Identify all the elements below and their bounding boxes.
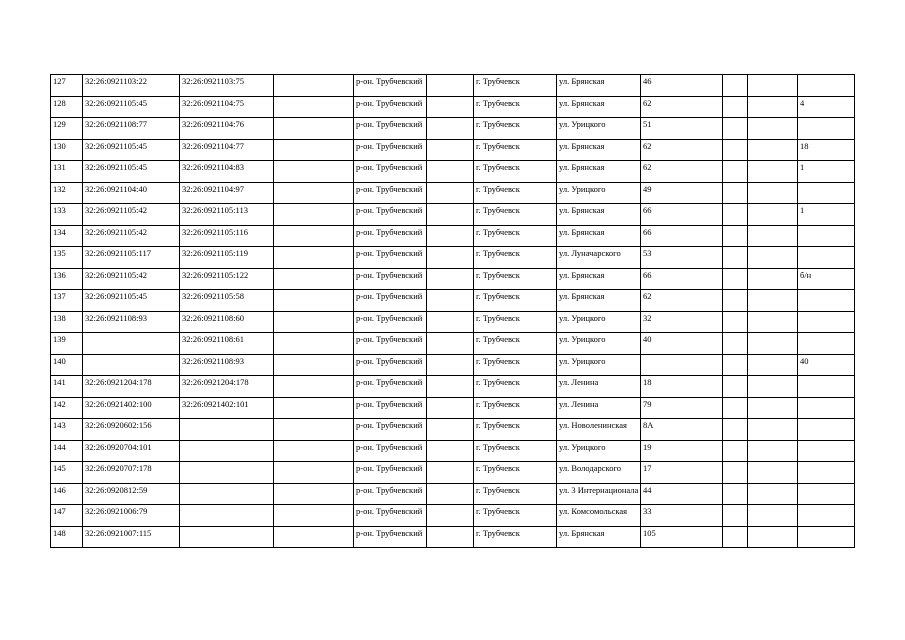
street-cell: ул. Урицкого	[557, 440, 641, 462]
empty-cell	[427, 333, 474, 355]
extra-number-cell	[798, 75, 855, 97]
street-cell: ул. Брянская	[557, 526, 641, 548]
empty-cell	[748, 440, 798, 462]
city-cell: г. Трубчевск	[474, 354, 557, 376]
city-cell: г. Трубчевск	[474, 333, 557, 355]
empty-cell	[748, 526, 798, 548]
street-cell: ул. Брянская	[557, 290, 641, 312]
empty-cell	[723, 225, 748, 247]
empty-cell	[723, 75, 748, 97]
empty-cell	[723, 96, 748, 118]
empty-cell	[748, 96, 798, 118]
empty-cell	[723, 397, 748, 419]
empty-cell	[723, 118, 748, 140]
city-cell: г. Трубчевск	[474, 96, 557, 118]
house-number-cell	[641, 354, 723, 376]
table-row	[51, 290, 855, 312]
street-cell: ул. Володарского	[557, 462, 641, 484]
empty-cell	[723, 462, 748, 484]
district-cell: р-он. Трубчевский	[354, 247, 427, 269]
empty-cell	[748, 225, 798, 247]
district-cell: р-он. Трубчевский	[354, 505, 427, 527]
empty-cell	[748, 462, 798, 484]
city-cell: г. Трубчевск	[474, 290, 557, 312]
table-row	[51, 268, 855, 290]
empty-cell	[748, 182, 798, 204]
cadastral-number-2	[180, 483, 274, 505]
extra-number-cell	[798, 526, 855, 548]
city-cell: г. Трубчевск	[474, 247, 557, 269]
cadastral-number-2: 32:26:0921108:93	[180, 354, 274, 376]
row-number: 135	[51, 247, 83, 269]
empty-cell	[427, 397, 474, 419]
table-row	[51, 247, 855, 269]
house-number-cell: 62	[641, 96, 723, 118]
city-cell: г. Трубчевск	[474, 204, 557, 226]
empty-cell	[748, 333, 798, 355]
empty-cell	[427, 204, 474, 226]
empty-cell	[723, 483, 748, 505]
extra-number-cell	[798, 333, 855, 355]
empty-cell	[274, 440, 354, 462]
district-cell: р-он. Трубчевский	[354, 376, 427, 398]
row-number: 137	[51, 290, 83, 312]
empty-cell	[274, 483, 354, 505]
cadastral-number-2: 32:26:0921104:83	[180, 161, 274, 183]
empty-cell	[748, 397, 798, 419]
city-cell: г. Трубчевск	[474, 376, 557, 398]
empty-cell	[427, 376, 474, 398]
empty-cell	[274, 397, 354, 419]
district-cell: р-он. Трубчевский	[354, 139, 427, 161]
empty-cell	[723, 161, 748, 183]
cadastral-number-1: 32:26:0921105:42	[83, 268, 180, 290]
empty-cell	[274, 96, 354, 118]
empty-cell	[723, 290, 748, 312]
table-row	[51, 139, 855, 161]
house-number-cell: 62	[641, 290, 723, 312]
row-number: 127	[51, 75, 83, 97]
cadastral-number-2: 32:26:0921105:116	[180, 225, 274, 247]
extra-number-cell: 40	[798, 354, 855, 376]
empty-cell	[427, 75, 474, 97]
cadastral-number-2	[180, 440, 274, 462]
house-number-cell: 66	[641, 268, 723, 290]
street-cell: ул. Брянская	[557, 161, 641, 183]
house-number-cell: 66	[641, 225, 723, 247]
land-registry-table	[50, 74, 855, 548]
district-cell: р-он. Трубчевский	[354, 268, 427, 290]
district-cell: р-он. Трубчевский	[354, 75, 427, 97]
empty-cell	[748, 139, 798, 161]
cadastral-number-1: 32:26:0921105:42	[83, 204, 180, 226]
house-number-cell: 66	[641, 204, 723, 226]
empty-cell	[427, 268, 474, 290]
house-number-cell: 62	[641, 161, 723, 183]
row-number: 148	[51, 526, 83, 548]
city-cell: г. Трубчевск	[474, 311, 557, 333]
city-cell: г. Трубчевск	[474, 225, 557, 247]
cadastral-number-2: 32:26:0921105:58	[180, 290, 274, 312]
empty-cell	[748, 268, 798, 290]
extra-number-cell: б/н	[798, 268, 855, 290]
house-number-cell: 40	[641, 333, 723, 355]
cadastral-number-1: 32:26:0921105:45	[83, 96, 180, 118]
table-row	[51, 526, 855, 548]
street-cell: ул. 3 Интернационала	[557, 483, 641, 505]
city-cell: г. Трубчевск	[474, 182, 557, 204]
empty-cell	[723, 182, 748, 204]
house-number-cell: 8А	[641, 419, 723, 441]
empty-cell	[274, 462, 354, 484]
empty-cell	[748, 483, 798, 505]
cadastral-number-1: 32:26:0921104:40	[83, 182, 180, 204]
empty-cell	[427, 182, 474, 204]
district-cell: р-он. Трубчевский	[354, 483, 427, 505]
row-number: 146	[51, 483, 83, 505]
empty-cell	[274, 75, 354, 97]
street-cell: ул. Урицкого	[557, 333, 641, 355]
city-cell: г. Трубчевск	[474, 75, 557, 97]
row-number: 129	[51, 118, 83, 140]
empty-cell	[274, 290, 354, 312]
extra-number-cell	[798, 440, 855, 462]
extra-number-cell	[798, 182, 855, 204]
empty-cell	[427, 96, 474, 118]
row-number: 136	[51, 268, 83, 290]
empty-cell	[427, 483, 474, 505]
empty-cell	[723, 376, 748, 398]
empty-cell	[723, 440, 748, 462]
empty-cell	[748, 354, 798, 376]
empty-cell	[427, 354, 474, 376]
table-row	[51, 419, 855, 441]
row-number: 131	[51, 161, 83, 183]
extra-number-cell: 18	[798, 139, 855, 161]
house-number-cell: 51	[641, 118, 723, 140]
cadastral-number-2: 32:26:0921103:75	[180, 75, 274, 97]
empty-cell	[427, 505, 474, 527]
house-number-cell: 46	[641, 75, 723, 97]
row-number: 133	[51, 204, 83, 226]
table-row	[51, 376, 855, 398]
table-row	[51, 397, 855, 419]
table-row	[51, 483, 855, 505]
city-cell: г. Трубчевск	[474, 440, 557, 462]
table-row	[51, 204, 855, 226]
cadastral-number-1	[83, 354, 180, 376]
empty-cell	[274, 161, 354, 183]
row-number: 143	[51, 419, 83, 441]
cadastral-number-1: 32:26:0921006:79	[83, 505, 180, 527]
cadastral-number-2	[180, 462, 274, 484]
cadastral-number-1: 32:26:0921105:117	[83, 247, 180, 269]
empty-cell	[748, 161, 798, 183]
cadastral-number-2: 32:26:0921104:97	[180, 182, 274, 204]
cadastral-number-1: 32:26:0921402:100	[83, 397, 180, 419]
street-cell: ул. Урицкого	[557, 354, 641, 376]
cadastral-number-2: 32:26:0921105:122	[180, 268, 274, 290]
empty-cell	[723, 419, 748, 441]
row-number: 128	[51, 96, 83, 118]
empty-cell	[748, 419, 798, 441]
street-cell: ул. Ленина	[557, 376, 641, 398]
empty-cell	[723, 139, 748, 161]
street-cell: ул. Брянская	[557, 268, 641, 290]
table-row	[51, 182, 855, 204]
city-cell: г. Трубчевск	[474, 483, 557, 505]
table-row	[51, 440, 855, 462]
district-cell: р-он. Трубчевский	[354, 225, 427, 247]
cadastral-number-2: 32:26:0921104:75	[180, 96, 274, 118]
empty-cell	[274, 376, 354, 398]
row-number: 138	[51, 311, 83, 333]
extra-number-cell	[798, 225, 855, 247]
cadastral-number-2	[180, 505, 274, 527]
empty-cell	[427, 440, 474, 462]
cadastral-number-1: 32:26:0920812:59	[83, 483, 180, 505]
city-cell: г. Трубчевск	[474, 397, 557, 419]
table-row	[51, 118, 855, 140]
cadastral-number-1: 32:26:0921105:45	[83, 290, 180, 312]
district-cell: р-он. Трубчевский	[354, 118, 427, 140]
street-cell: ул. Новоленинская	[557, 419, 641, 441]
street-cell: ул. Урицкого	[557, 182, 641, 204]
row-number: 145	[51, 462, 83, 484]
cadastral-number-1: 32:26:0921103:22	[83, 75, 180, 97]
empty-cell	[723, 354, 748, 376]
empty-cell	[723, 204, 748, 226]
cadastral-number-1: 32:26:0921204:178	[83, 376, 180, 398]
empty-cell	[274, 204, 354, 226]
district-cell: р-он. Трубчевский	[354, 161, 427, 183]
empty-cell	[723, 311, 748, 333]
house-number-cell: 19	[641, 440, 723, 462]
cadastral-number-2: 32:26:0921105:113	[180, 204, 274, 226]
cadastral-number-1: 32:26:0920602:156	[83, 419, 180, 441]
cadastral-number-1: 32:26:0921105:42	[83, 225, 180, 247]
empty-cell	[748, 505, 798, 527]
cadastral-number-1	[83, 333, 180, 355]
street-cell: ул. Урицкого	[557, 311, 641, 333]
city-cell: г. Трубчевск	[474, 505, 557, 527]
extra-number-cell	[798, 118, 855, 140]
extra-number-cell	[798, 419, 855, 441]
empty-cell	[274, 419, 354, 441]
cadastral-number-1: 32:26:0920704:101	[83, 440, 180, 462]
house-number-cell: 105	[641, 526, 723, 548]
empty-cell	[274, 268, 354, 290]
row-number: 139	[51, 333, 83, 355]
city-cell: г. Трубчевск	[474, 139, 557, 161]
street-cell: ул. Луначарского	[557, 247, 641, 269]
district-cell: р-он. Трубчевский	[354, 419, 427, 441]
city-cell: г. Трубчевск	[474, 526, 557, 548]
empty-cell	[723, 247, 748, 269]
district-cell: р-он. Трубчевский	[354, 333, 427, 355]
empty-cell	[748, 376, 798, 398]
district-cell: р-он. Трубчевский	[354, 526, 427, 548]
cadastral-number-2	[180, 419, 274, 441]
house-number-cell: 79	[641, 397, 723, 419]
cadastral-number-1: 32:26:0921108:77	[83, 118, 180, 140]
empty-cell	[723, 268, 748, 290]
empty-cell	[748, 290, 798, 312]
district-cell: р-он. Трубчевский	[354, 311, 427, 333]
district-cell: р-он. Трубчевский	[354, 440, 427, 462]
empty-cell	[274, 225, 354, 247]
district-cell: р-он. Трубчевский	[354, 354, 427, 376]
empty-cell	[427, 290, 474, 312]
cadastral-number-2: 32:26:0921108:61	[180, 333, 274, 355]
table-row	[51, 462, 855, 484]
extra-number-cell	[798, 397, 855, 419]
cadastral-number-1: 32:26:0920707:178	[83, 462, 180, 484]
house-number-cell: 18	[641, 376, 723, 398]
city-cell: г. Трубчевск	[474, 118, 557, 140]
extra-number-cell	[798, 505, 855, 527]
table-row	[51, 75, 855, 97]
street-cell: ул. Брянская	[557, 96, 641, 118]
empty-cell	[723, 505, 748, 527]
cadastral-number-2: 32:26:0921104:77	[180, 139, 274, 161]
empty-cell	[748, 247, 798, 269]
table-row	[51, 505, 855, 527]
city-cell: г. Трубчевск	[474, 462, 557, 484]
district-cell: р-он. Трубчевский	[354, 462, 427, 484]
row-number: 132	[51, 182, 83, 204]
street-cell: ул. Урицкого	[557, 118, 641, 140]
cadastral-number-2: 32:26:0921204:178	[180, 376, 274, 398]
city-cell: г. Трубчевск	[474, 161, 557, 183]
cadastral-number-1: 32:26:0921105:45	[83, 139, 180, 161]
extra-number-cell	[798, 376, 855, 398]
extra-number-cell: 4	[798, 96, 855, 118]
house-number-cell: 17	[641, 462, 723, 484]
table-row	[51, 96, 855, 118]
district-cell: р-он. Трубчевский	[354, 204, 427, 226]
empty-cell	[274, 333, 354, 355]
house-number-cell: 62	[641, 139, 723, 161]
empty-cell	[748, 311, 798, 333]
empty-cell	[748, 118, 798, 140]
table-row	[51, 311, 855, 333]
extra-number-cell	[798, 311, 855, 333]
house-number-cell: 53	[641, 247, 723, 269]
row-number: 130	[51, 139, 83, 161]
empty-cell	[427, 247, 474, 269]
empty-cell	[427, 225, 474, 247]
street-cell: ул. Ленина	[557, 397, 641, 419]
extra-number-cell	[798, 290, 855, 312]
empty-cell	[427, 311, 474, 333]
city-cell: г. Трубчевск	[474, 419, 557, 441]
empty-cell	[274, 118, 354, 140]
empty-cell	[748, 75, 798, 97]
cadastral-number-1: 32:26:0921108:93	[83, 311, 180, 333]
extra-number-cell	[798, 462, 855, 484]
table-row	[51, 333, 855, 355]
empty-cell	[274, 526, 354, 548]
house-number-cell: 44	[641, 483, 723, 505]
house-number-cell: 49	[641, 182, 723, 204]
street-cell: ул. Комсомольская	[557, 505, 641, 527]
street-cell: ул. Брянская	[557, 139, 641, 161]
table-row	[51, 354, 855, 376]
table-body	[51, 75, 855, 548]
cadastral-number-2	[180, 526, 274, 548]
empty-cell	[274, 311, 354, 333]
cadastral-number-2: 32:26:0921402:101	[180, 397, 274, 419]
row-number: 142	[51, 397, 83, 419]
empty-cell	[427, 161, 474, 183]
row-number: 141	[51, 376, 83, 398]
table-row	[51, 161, 855, 183]
street-cell: ул. Брянская	[557, 204, 641, 226]
empty-cell	[723, 333, 748, 355]
empty-cell	[723, 526, 748, 548]
empty-cell	[274, 354, 354, 376]
cadastral-number-2: 32:26:0921108:60	[180, 311, 274, 333]
cadastral-number-1: 32:26:0921105:45	[83, 161, 180, 183]
cadastral-number-1: 32:26:0921007:115	[83, 526, 180, 548]
district-cell: р-он. Трубчевский	[354, 182, 427, 204]
row-number: 147	[51, 505, 83, 527]
house-number-cell: 32	[641, 311, 723, 333]
street-cell: ул. Брянская	[557, 75, 641, 97]
empty-cell	[274, 505, 354, 527]
empty-cell	[274, 139, 354, 161]
cadastral-number-2: 32:26:0921104:76	[180, 118, 274, 140]
empty-cell	[427, 139, 474, 161]
extra-number-cell: 1	[798, 161, 855, 183]
row-number: 144	[51, 440, 83, 462]
cadastral-number-2: 32:26:0921105:119	[180, 247, 274, 269]
city-cell: г. Трубчевск	[474, 268, 557, 290]
empty-cell	[274, 247, 354, 269]
district-cell: р-он. Трубчевский	[354, 397, 427, 419]
table-row	[51, 225, 855, 247]
empty-cell	[427, 462, 474, 484]
row-number: 140	[51, 354, 83, 376]
empty-cell	[427, 419, 474, 441]
extra-number-cell: 1	[798, 204, 855, 226]
street-cell: ул. Брянская	[557, 225, 641, 247]
row-number: 134	[51, 225, 83, 247]
extra-number-cell	[798, 483, 855, 505]
district-cell: р-он. Трубчевский	[354, 96, 427, 118]
district-cell: р-он. Трубчевский	[354, 290, 427, 312]
extra-number-cell	[798, 247, 855, 269]
empty-cell	[427, 118, 474, 140]
empty-cell	[274, 182, 354, 204]
empty-cell	[427, 526, 474, 548]
house-number-cell: 33	[641, 505, 723, 527]
empty-cell	[748, 204, 798, 226]
